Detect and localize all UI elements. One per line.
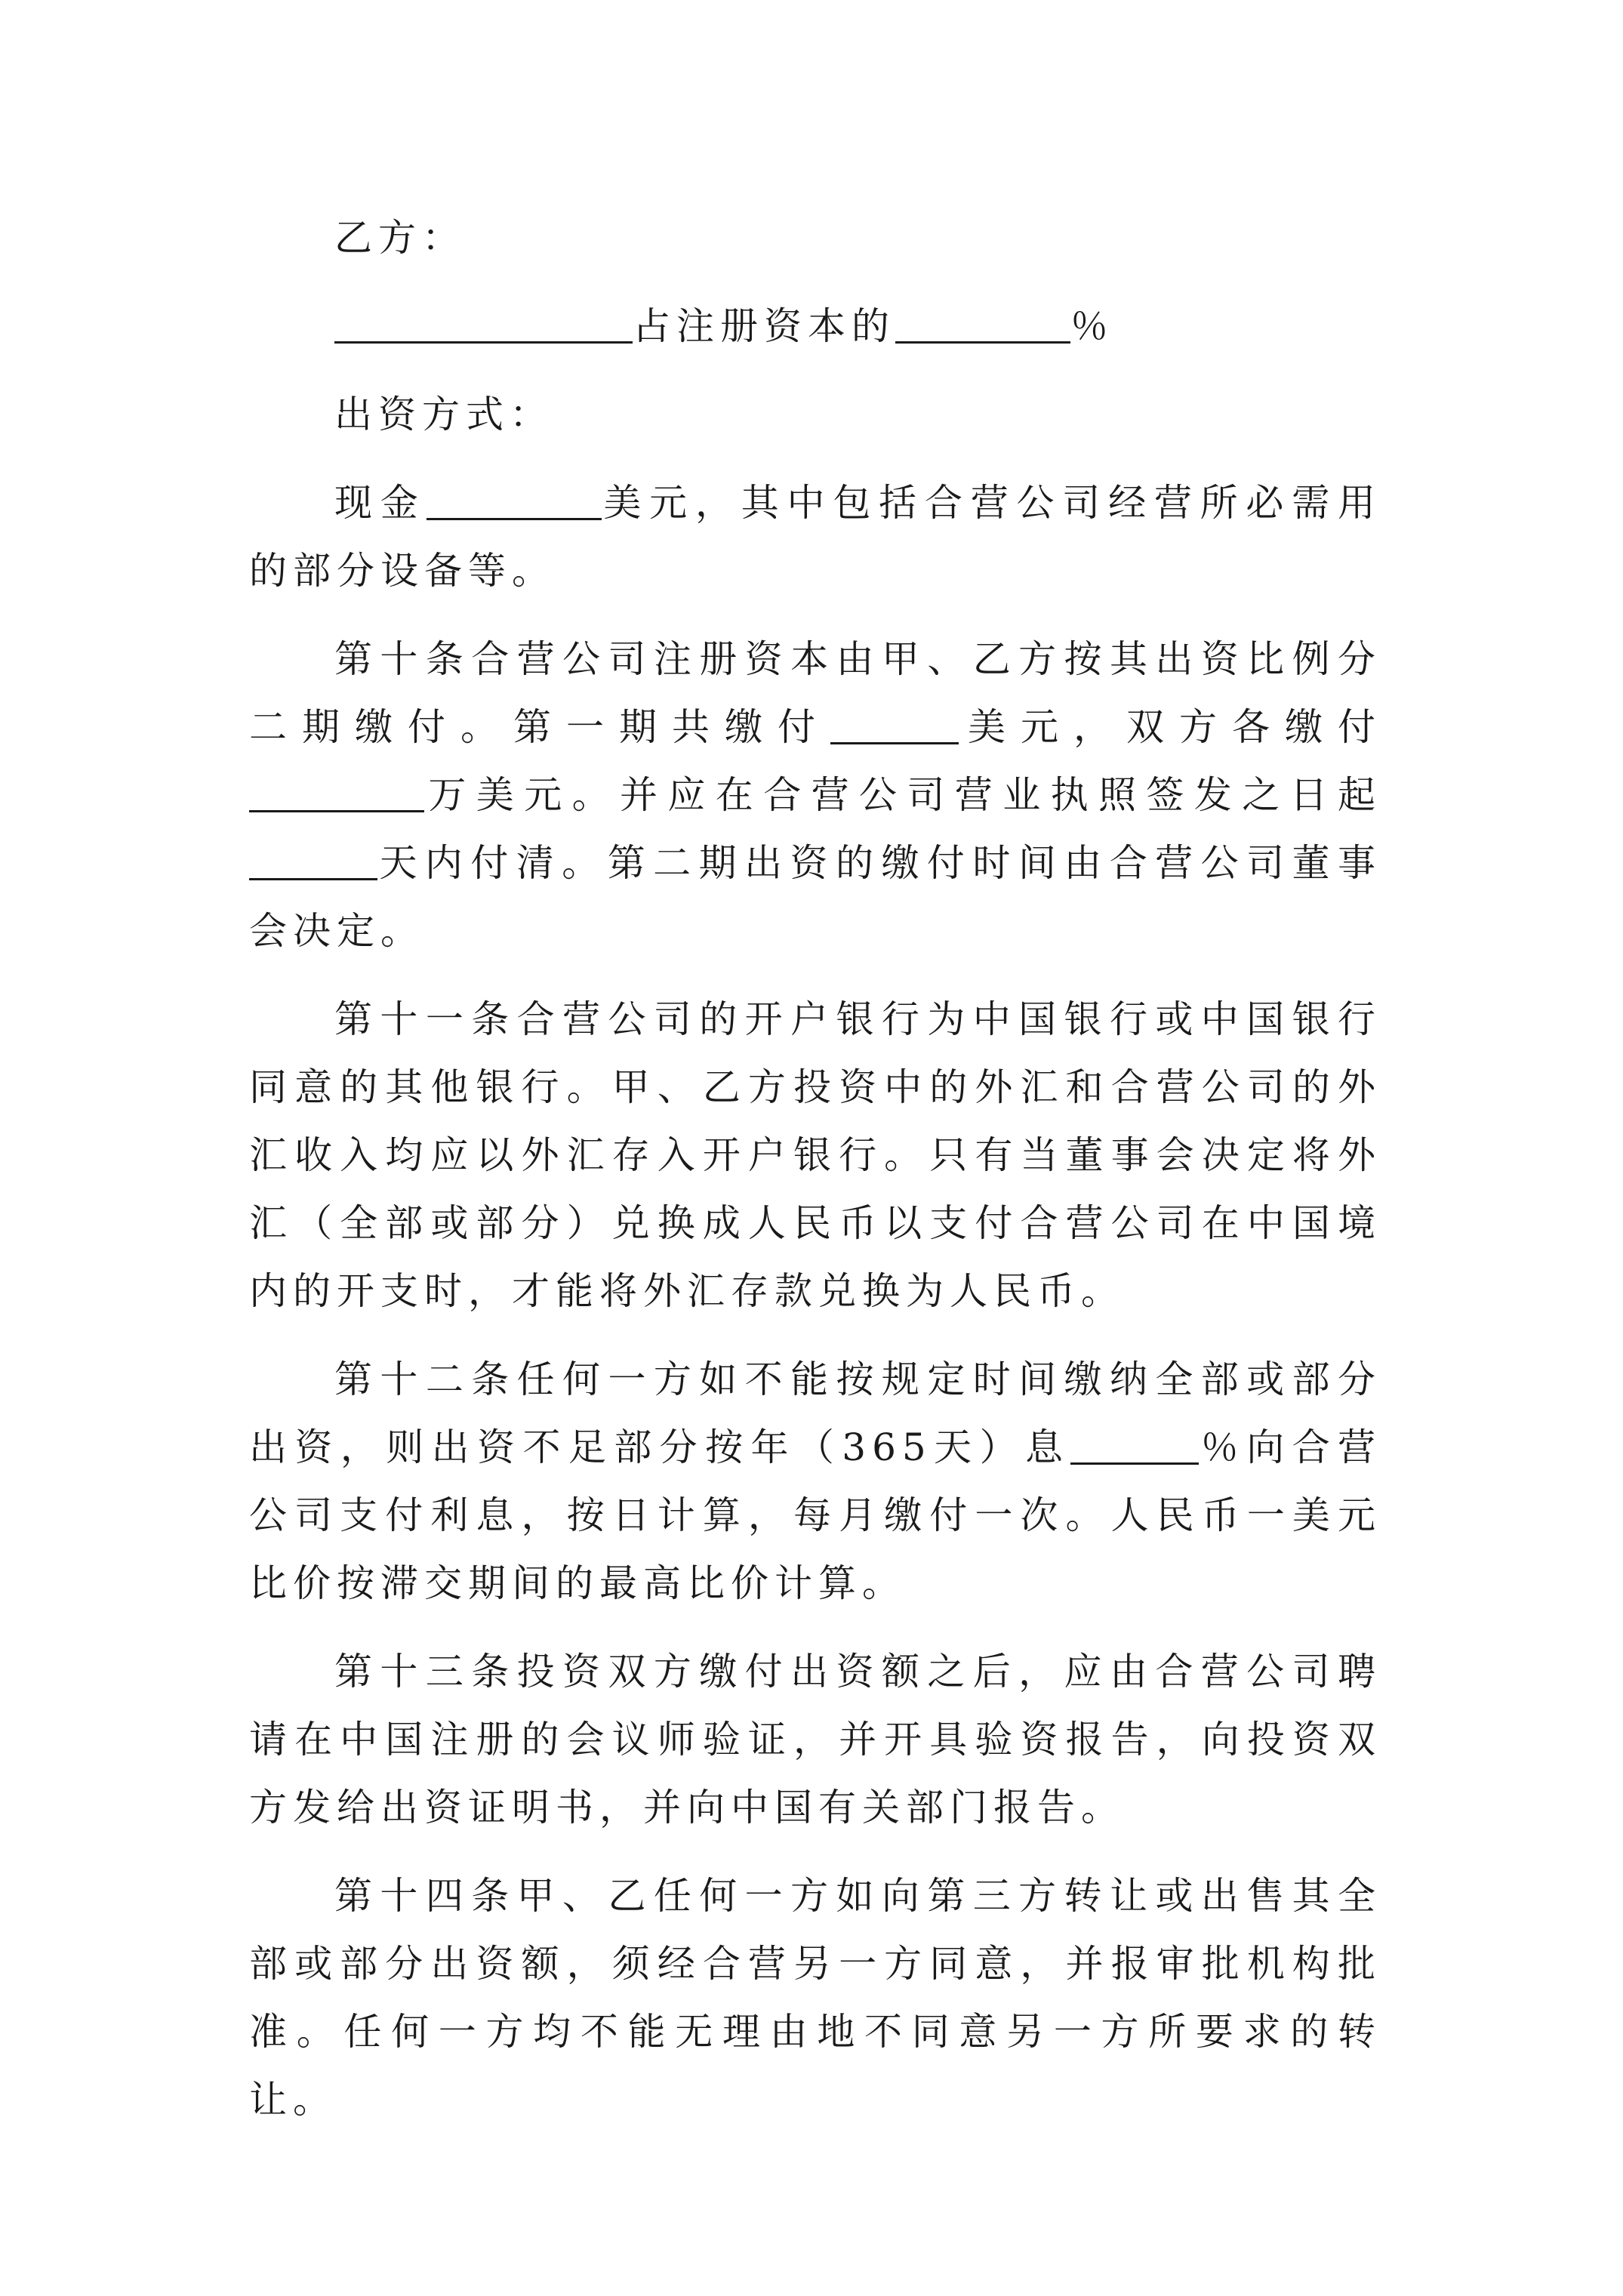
article-12-text-2: ％向合营公司支付利息，按日计算，每月缴付一次。人民币一美元比价按滞交期间的最高比价计算。 xyxy=(249,1425,1382,1605)
paragraph-article-11 xyxy=(249,985,1381,1325)
paragraph-article-14 xyxy=(249,1862,1381,2134)
blank-each-party-amount xyxy=(249,771,424,812)
article-12-text-1: 第十二条任何一方如不能按规定时间缴纳全部或部分出资，则出资不足部分按年（365天）息 xyxy=(249,1358,1381,1469)
contribution-method-label: 出资方式： xyxy=(334,393,553,436)
cash-description: 美元，其中包括合营公司经营所必需用的部分设备等。 xyxy=(249,481,1382,593)
party-b-label: 乙方： xyxy=(334,216,466,260)
paragraph-party-b-share xyxy=(249,292,1381,360)
share-label: 占注册资本的 xyxy=(633,304,895,348)
blank-cash-amount xyxy=(427,479,602,520)
paragraph-contribution-method xyxy=(249,381,1381,448)
paragraph-cash xyxy=(249,469,1381,605)
article-10-text-3: 万美元。并应在合营公司营业执照签发之日起 xyxy=(424,773,1381,817)
document-body xyxy=(249,204,1381,2154)
article-10-text-1: 第十条合营公司注册资本由甲、乙方按其出资比例分二期缴付。第一期共缴付 xyxy=(249,637,1381,749)
article-13-text: 第十三条投资双方缴付出资额之后，应由合营公司聘请在中国注册的会议师验证，并开具验资报告，向投资双方发给出资证明书，并向中国有关部门报告。 xyxy=(249,1650,1381,1829)
article-14-text: 第十四条甲、乙任何一方如向第三方转让或出售其全部或部分出资额，须经合营另一方同意，并报审批机构批准。任何一方均不能无理由地不同意另一方所要求的转让。 xyxy=(249,1874,1381,2122)
blank-party-b-percent xyxy=(895,302,1070,344)
article-11-text: 第十一条合营公司的开户银行为中国银行或中国银行同意的其他银行。甲、乙方投资中的外汇和合营公司的外汇收入均应以外汇存入开户银行。只有当董事会决定将外汇（全部或部分）兑换成人民币以支付合营公司在中国境内的开支时，才能将外汇存款兑换为人民币。 xyxy=(249,997,1381,1313)
paragraph-party-b xyxy=(249,204,1381,272)
article-10-text-2: 美元，双方各缴付 xyxy=(959,705,1381,749)
blank-party-b-amount xyxy=(334,302,633,344)
percent-sign: ％ xyxy=(1070,304,1114,348)
blank-first-installment xyxy=(830,703,959,744)
cash-label: 现金 xyxy=(334,481,427,525)
article-10-text-4: 天内付清。第二期出资的缴付时间由合营公司董事会决定。 xyxy=(249,841,1381,953)
paragraph-article-10 xyxy=(249,625,1381,965)
paragraph-article-13 xyxy=(249,1638,1381,1841)
paragraph-article-12 xyxy=(249,1345,1381,1617)
blank-payment-days xyxy=(249,839,377,880)
blank-interest-rate xyxy=(1070,1423,1199,1465)
